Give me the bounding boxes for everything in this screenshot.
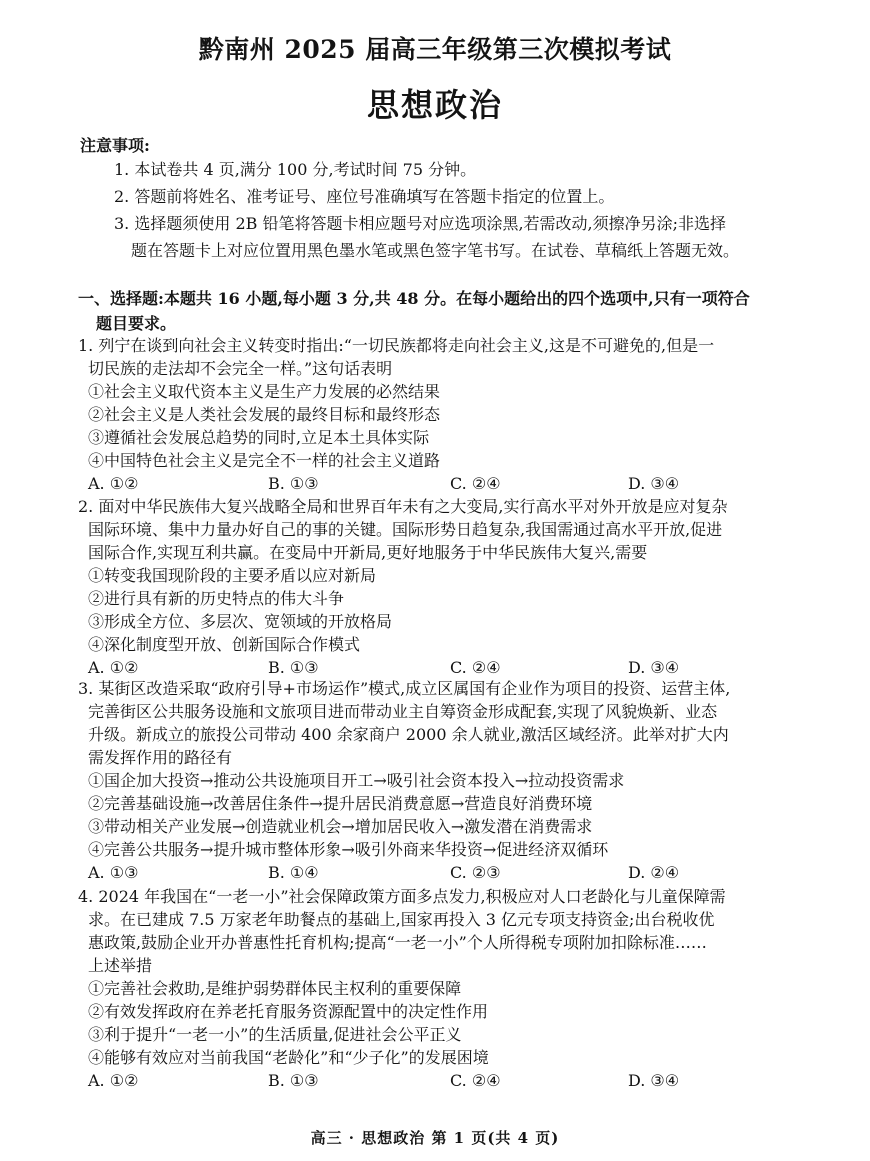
choice-c: C. ②④ <box>450 658 501 677</box>
option-2: ②有效发挥政府在养老托育服务资源配置中的决定性作用 <box>88 1002 489 1021</box>
question-stem <box>78 495 798 564</box>
choice-b: B. ①③ <box>268 1071 319 1090</box>
notice-item-2: 2. 答题前将姓名、准考证号、座位号准确填写在答题卡指定的位置上。 <box>114 187 615 206</box>
option-4: ④完善公共服务→提升城市整体形象→吸引外商来华投资→促进经济双循环 <box>88 840 609 859</box>
choice-d: D. ③④ <box>628 1071 680 1090</box>
choice-a: A. ①② <box>88 1071 139 1090</box>
choice-b: B. ①③ <box>268 658 319 677</box>
answer-choices <box>78 861 798 884</box>
answer-choices <box>78 472 798 495</box>
option-3: ③带动相关产业发展→创造就业机会→增加居民收入→激发潜在消费需求 <box>88 817 593 836</box>
stem-line: 国际环境、集中力量办好自己的事的关键。国际形势日趋复杂,我国需通过高水平开放,促进 <box>88 520 723 539</box>
question-2 <box>78 495 798 679</box>
stem-line: 3. 某街区改造采取“政府引导+市场运作”模式,成立区属国有企业作为项目的投资、运营主体, <box>78 679 731 698</box>
choice-d: D. ③④ <box>628 474 680 493</box>
question-3 <box>78 677 798 884</box>
choice-c: C. ②③ <box>450 863 501 882</box>
option-4: ④中国特色社会主义是完全不一样的社会主义道路 <box>88 451 441 470</box>
stem-line: 求。在已建成 7.5 万家老年助餐点的基础上,国家再投入 3 亿元专项支持资金;出台税收优 <box>88 910 715 929</box>
stem-line: 需发挥作用的路径有 <box>88 748 233 767</box>
option-1: ①转变我国现阶段的主要矛盾以应对新局 <box>88 566 377 585</box>
choice-d: D. ③④ <box>628 658 680 677</box>
question-1 <box>78 334 798 495</box>
choice-d: D. ②④ <box>628 863 680 882</box>
option-2: ②进行具有新的历史特点的伟大斗争 <box>88 589 345 608</box>
notice-item-3: 3. 选择题须使用 2B 铅笔将答题卡相应题号对应选项涂黑,若需改动,须擦净另涂;非选择 <box>114 214 727 233</box>
choice-a: A. ①② <box>88 658 139 677</box>
notice-item-1: 1. 本试卷共 4 页,满分 100 分,考试时间 75 分钟。 <box>114 160 477 179</box>
question-stem <box>78 677 798 769</box>
stem-line: 切民族的走法却不会完全一样。”这句话表明 <box>88 359 393 378</box>
option-4: ④深化制度型开放、创新国际合作模式 <box>88 635 361 654</box>
notice-heading: 注意事项: <box>80 136 150 155</box>
choice-c: C. ②④ <box>450 1071 501 1090</box>
page-footer: 高三 · 思想政治 第 1 页(共 4 页) <box>310 1129 560 1147</box>
stem-line: 上述举措 <box>88 956 153 975</box>
notice-item-3-cont: 题在答题卡上对应位置用黑色墨水笔或黑色签字笔书写。在试卷、草稿纸上答题无效。 <box>131 241 740 260</box>
choice-b: B. ①④ <box>268 863 319 882</box>
option-3: ③遵循社会发展总趋势的同时,立足本土具体实际 <box>88 428 430 447</box>
option-3: ③形成全方位、多层次、宽领域的开放格局 <box>88 612 393 631</box>
stem-line: 惠政策,鼓励企业开办普惠性托育机构;提高“一老一小”个人所得税专项附加扣除标准…… <box>88 933 707 952</box>
stem-line: 升级。新成立的旅投公司带动 400 余家商户 2000 余人就业,激活区域经济。此举对扩大内 <box>88 725 729 744</box>
exam-title: 黔南州 2025 届高三年级第三次模拟考试 <box>198 35 672 64</box>
option-1: ①国企加大投资→推动公共设施项目开工→吸引社会资本投入→拉动投资需求 <box>88 771 625 790</box>
option-1: ①完善社会救助,是维护弱势群体民主权利的重要保障 <box>88 979 462 998</box>
option-4: ④能够有效应对当前我国“老龄化”和“少子化”的发展困境 <box>88 1048 489 1067</box>
answer-choices <box>78 1069 798 1092</box>
choice-b: B. ①③ <box>268 474 319 493</box>
section-line-2: 题目要求。 <box>96 314 177 333</box>
stem-line: 国际合作,实现互利共赢。在变局中开新局,更好地服务于中华民族伟大复兴,需要 <box>88 543 648 562</box>
stem-line: 2. 面对中华民族伟大复兴战略全局和世界百年未有之大变局,实行高水平对外开放是应对复杂 <box>78 497 728 516</box>
option-2: ②完善基础设施→改善居住条件→提升居民消费意愿→营造良好消费环境 <box>88 794 593 813</box>
choice-a: A. ①③ <box>88 863 139 882</box>
stem-line: 完善街区公共服务设施和文旅项目进而带动业主自筹资金形成配套,实现了风貌焕新、业态 <box>88 702 718 721</box>
section-line-1: 一、选择题:本题共 16 小题,每小题 3 分,共 48 分。在每小题给出的四个选项中,只有一项符合 <box>78 289 750 308</box>
option-3: ③利于提升“一老一小”的生活质量,促进社会公平正义 <box>88 1025 462 1044</box>
option-2: ②社会主义是人类社会发展的最终目标和最终形态 <box>88 405 441 424</box>
question-stem <box>78 334 798 380</box>
question-4 <box>78 885 798 1092</box>
question-stem <box>78 885 798 977</box>
choice-a: A. ①② <box>88 474 139 493</box>
answer-choices <box>78 656 798 679</box>
stem-line: 1. 列宁在谈到向社会主义转变时指出:“一切民族都将走向社会主义,这是不可避免的,但是一 <box>78 336 715 355</box>
section-heading <box>78 286 798 336</box>
choice-c: C. ②④ <box>450 474 501 493</box>
option-1: ①社会主义取代资本主义是生产力发展的必然结果 <box>88 382 441 401</box>
stem-line: 4. 2024 年我国在“一老一小”社会保障政策方面多点发力,积极应对人口老龄化与儿童保障需 <box>78 887 726 906</box>
subject-title: 思想政治 <box>366 86 503 124</box>
